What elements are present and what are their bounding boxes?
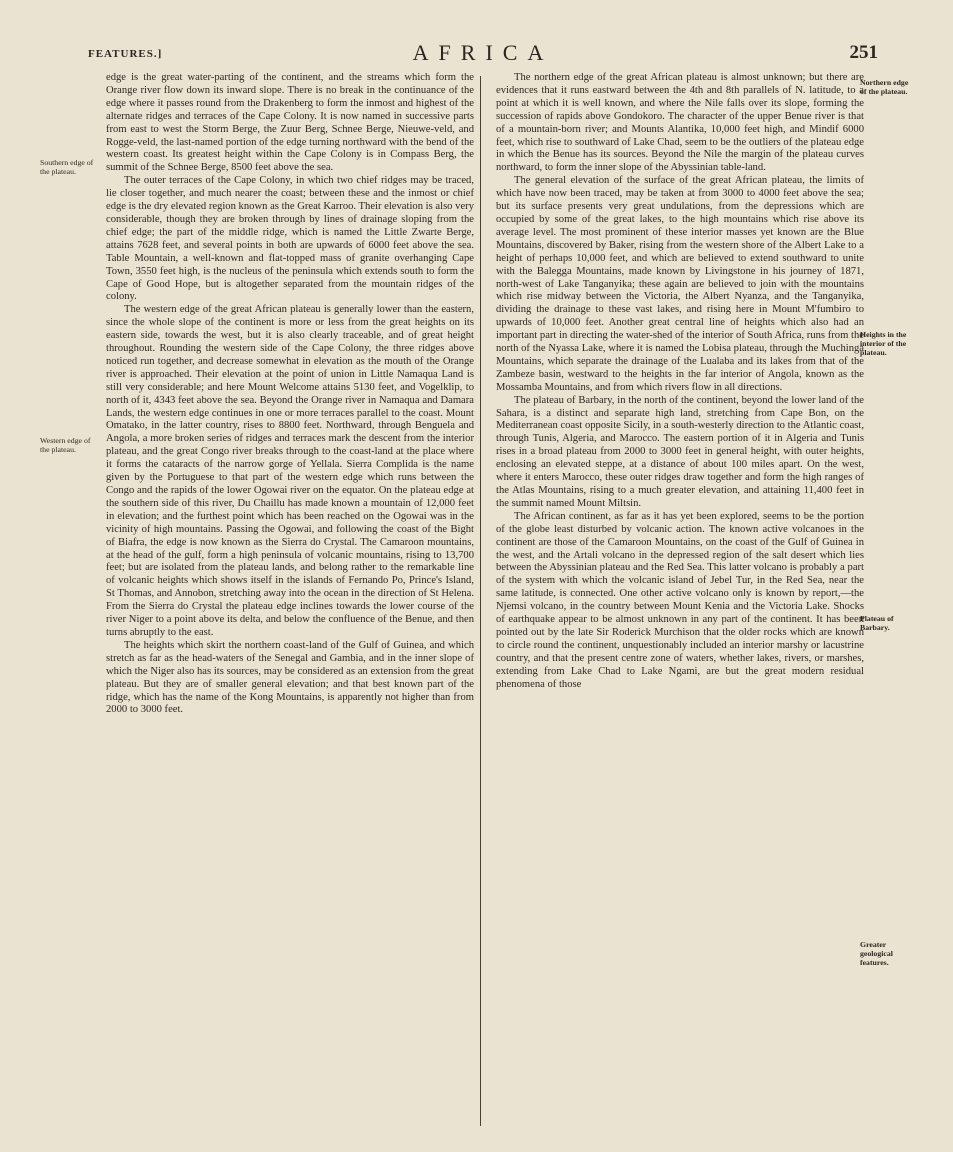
sidenote: Northern edge of the plateau. <box>860 78 909 96</box>
paragraph: edge is the great water-parting of the continent, and the streams which form the Orange river flow down its inward slope. There is no break in the continuance of the edge where it passes round from the Drakenberg to form the inmost and highest of the alternate ridges and terraces of the Cape Colony. It is now named in successive parts from east to west the Storm Berge, the Zuur Berg, Schnee Berge, Nieuwe-veld, and Rogge-veld, the last-named portion of the edge turning northward with the bend of the western coast. Its greatest height within the Cape Colony is in Compass Berg, the summit of the Schnee Berge, 8500 feet above the sea. <box>106 72 474 174</box>
paragraph: The outer terraces of the Cape Colony, in which two chief ridges may be traced, lie closer together, and much nearer the coast; between these and the inmost or chief edge is the dry elevated region known as the Great Karroo. Their elevation is also very considerable, though they are broken through by lines of drainage sloping from the chief edge; the part of the middle ridge, which is named the Little Zwarte Berge, attains 7628 feet, and several points in both are upwards of 6000 feet above the sea. Table Mountain, a well-known and flat-topped mass of granite overhanging Cape Town, 3550 feet high, is the nucleus of the peninsula which extends south to form the Cape of Good Hope, but is altogether separated from the mountain ridges of the colony. <box>106 175 474 303</box>
sidenote: Heights in the interior of the plateau. <box>860 330 907 357</box>
column-divider <box>480 76 481 1126</box>
sidenote: Western edge of the plateau. <box>40 436 91 454</box>
section-label: FEATURES.] <box>88 48 163 60</box>
paragraph: The general elevation of the surface of the great African plateau, the limits of which have now been traced, may be taken at from 3000 to 4000 feet above the sea; but its surface presents very great undulations, from the depressions which are occupied by some of the great lakes, to the high mountains which rise above its average level. The most prominent of these interior masses yet known are the Blue Mountains, discovered by Baker, rising from the western shore of the Albert Lake to a height of perhaps 10,000 feet, and which are believed to extend southward to unite with the Balegga Mountains, made known by Livingstone in his journey of 1871, north-west of Lake Tanganyika; these again are believed to join with the mountains which rise midway between the Victoria, the Albert Nyanza, and the Tanganyika, dividing the drainage to these vast lakes, and rising here in Mount M'fumbiro to upwards of 10,000 feet. Another great central line of heights which also had an important part in directing the water-shed of the interior of South Africa, runs from the north of the Nyassa Lake, where it is named the Lobisa plateau, through the Muchinga Mountains, which separate the drainage of the Lualaba and its lakes from that of the Zambeze basin, westward to the heights in the far interior of Angola, known as the Mossamba Mountains, and from which rivers flow in all directions. <box>496 175 864 393</box>
page-number: 251 <box>849 42 878 63</box>
running-header <box>88 40 878 70</box>
left-column <box>106 72 474 717</box>
paragraph: The heights which skirt the northern coast-land of the Gulf of Guinea, and which stretch as far as the head-waters of the Senegal and Gambia, and in the inner slope of which the Niger also has its sources, may be considered as an extension from the great plateau. But they are of smaller general elevation; and that best known part of the ridge, which has the name of the Kong Mountains, is apparently not higher than from 2000 to 3000 feet. <box>106 639 474 716</box>
page-title: AFRICA <box>412 40 554 65</box>
paragraph: The plateau of Barbary, in the north of the continent, beyond the lower land of the Sahara, is a distinct and separate high land, stretching from Cape Bon, on the Mediterranean coast opposite Sicily, in a south-westerly direction to the Atlantic coast, through Tunis, Algeria, and Marocco. The eastern portion of it in Algeria and Tunis rises in a broad plateau from 2000 to 3000 feet in general height, with outer heights, enclosing an elevated steppe, at a distance of about 100 miles apart. On the west, where it enters Marocco, these outer ridges draw together and form the high ranges of the Atlas Mountains, rising to a much greater elevation, and attaining 11,400 feet in the summit named Mount Miltsin. <box>496 394 864 509</box>
sidenote: Greater geological features. <box>860 940 893 967</box>
paragraph: The African continent, as far as it has yet been explored, seems to be the portion of the globe least disturbed by volcanic action. The known active volcanoes in the continent are those of the Camaroon Mountains, on the coast of the Gulf of Guinea in the west, and the Artali volcano in the depressed region of the salt desert which lies between the Abyssinian plateau and the Red Sea. This latter volcano is probably a part of the system with which the volcanic island of Jebel Tur, in the Red Sea, near the same latitude, is connected. One other active volcano only is known by report,—the Njemsi volcano, in the country between Mount Kenia and the Victoria Lake. Shocks of earthquake appear to be almost unknown in any part of the continent. It has been pointed out by the late Sir Roderick Murchison that the older rocks which are known to circle round the continent, unquestionably included an interior marshy or lacustrine country, and that the present centre zone of waters, whether lakes, rivers, or marshes, extending from Lake Chad to Lake Ngami, are but the great modern residual phenomena of those <box>496 510 864 690</box>
sidenote: Plateau of Barbary. <box>860 614 894 632</box>
right-column <box>496 72 864 692</box>
sidenote: Southern edge of the plateau. <box>40 158 94 176</box>
paragraph: The western edge of the great African plateau is generally lower than the eastern, since the whole slope of the continent is more or less from the great heights on its eastern side, towards the west, but it is also clearly traceable, and of great height throughout. Rounding the western side of the Cape Colony, the three ridges above noticed run together, and decrease somewhat in elevation as the mouth of the Orange river is approached. Their elevation at the point of union in Little Namaqua Land is still very considerable; and here Mount Welcome attains 5130 feet, and Vogelklip, to north of it, 4343 feet above the sea. Beyond the Orange river in Namaqua and Damara Lands, the western edge continues in one or more terraces parallel to the coast. Mount Omatako, in the latter country, rises to 8800 feet. Northward, through Benguela and Angola, a more broken series of ridges and terraces mark the descent from the interior plateau, and the great Congo river breaks through to the coast-land at the place where it forms the cataracts of the narrow gorge of Yellala. Sierra Complida is the name given by the Portuguese to that part of the western edge which runs between the Congo and the rapids of the lower Ogowai river on the equator. On the plateau edge at the southern side of this river, Du Chaillu has made known a mountain of 12,000 feet in elevation; and the furthest point which has been reached on the Ogowai was in the vicinity of high mountains. Passing the Ogowai, and following the coast of the Bight of Biafra, the edge is now known as the Sierra do Crystal. The Camaroon mountains, at the head of the gulf, form a high peninsula of volcanic mountains, rising to 13,700 feet; but are isolated from the plateau lands, and belong rather to the remarkable line of volcanic heights which shows itself in the islands of Fernando Po, Prince's Island, St Thomas, and Annobon, stretching away into the ocean in the direction of St Helena. From the Sierra do Crystal the plateau edge inclines towards the lower course of the river Niger to a point above its delta, and below the confluence of the Benue, and then turns abruptly to the east. <box>106 304 474 638</box>
paragraph: The northern edge of the great African plateau is almost unknown; but there are evidences that it runs eastward between the 4th and 8th parallels of N. latitude, to a point at which it is well known, and where the Nile falls over its slope, forming the succession of rapids above Gondokoro. The character of the upper Benue river is that of a mountain-born river; and Mounts Alantika, 10,000 feet high, and Mindif 6000 feet, which rise to southward of Lake Chad, seem to be the outliers of the plateau edge in which the Benue has its sources. Beyond the Nile the margin of the plateau curves northward, to form the inner slope of the Abyssinian table-land. <box>496 72 864 174</box>
